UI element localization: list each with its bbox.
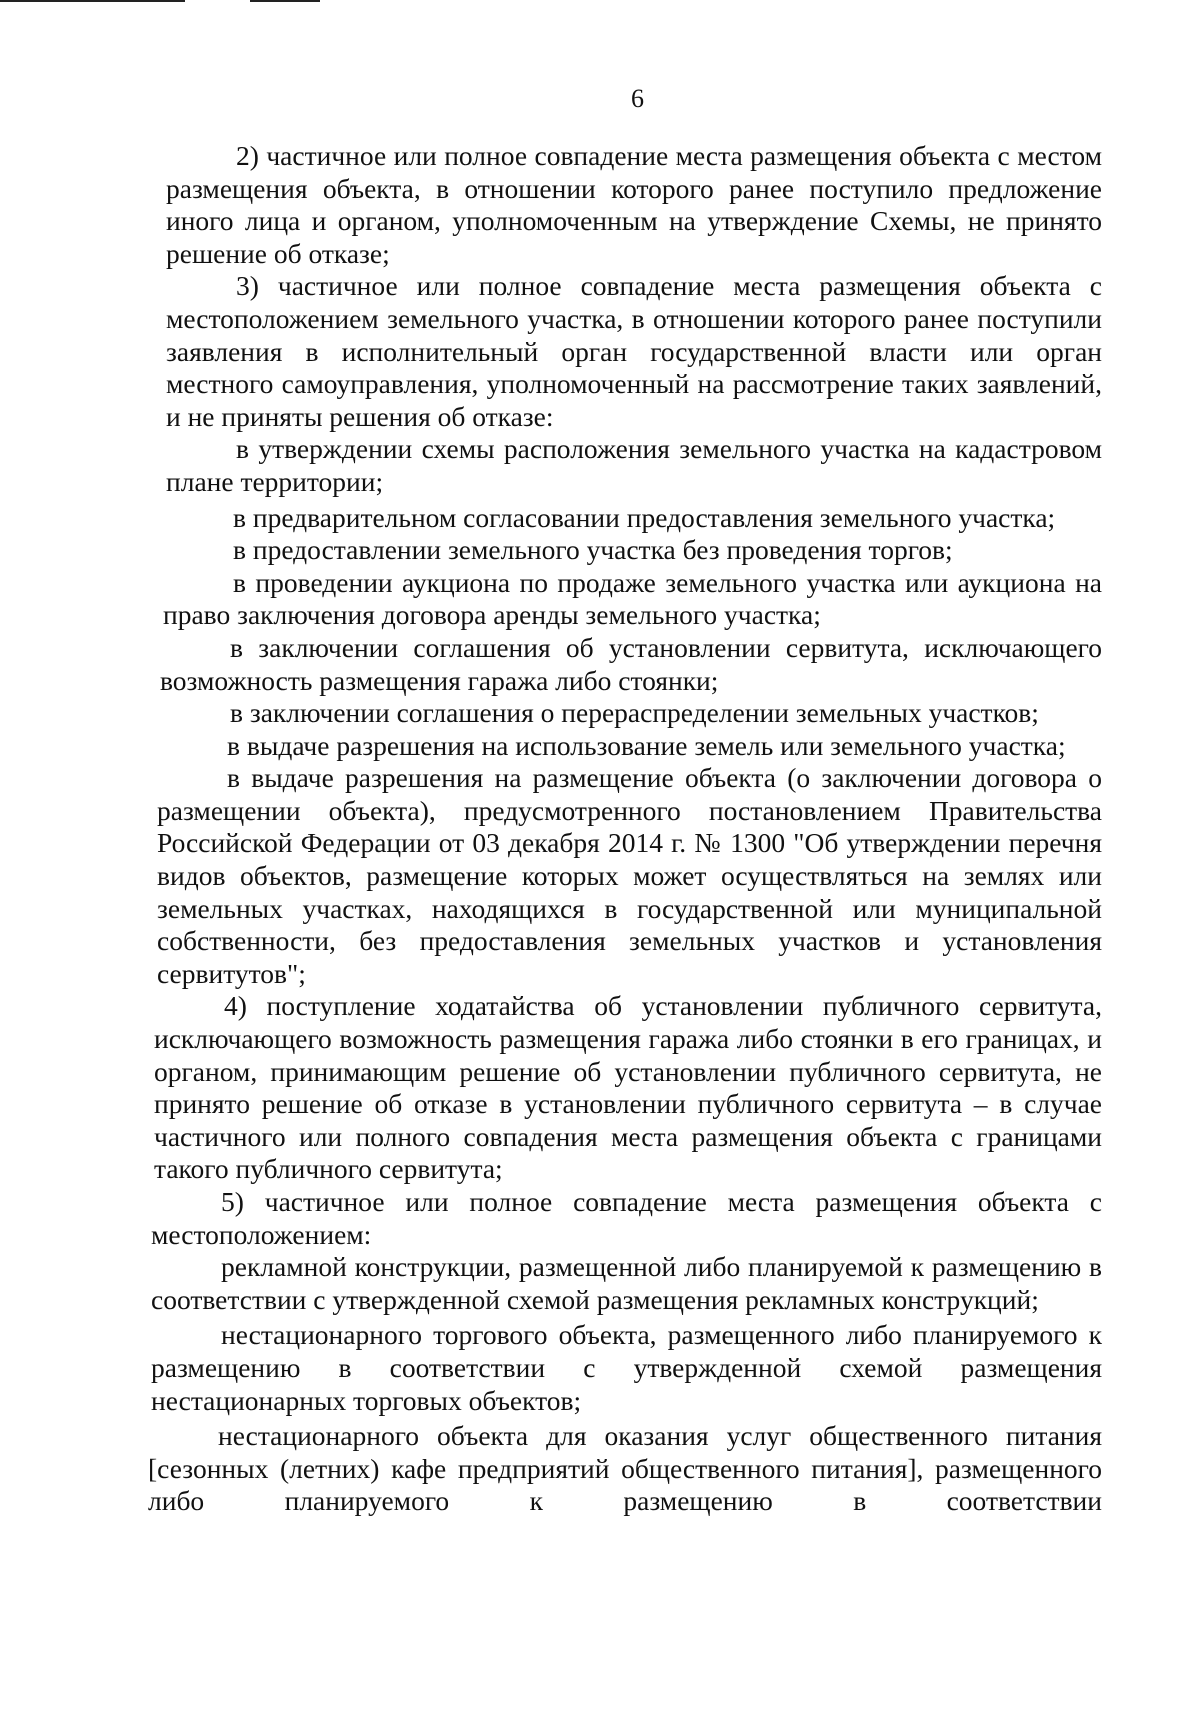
scan-edge-mark	[250, 0, 320, 2]
paragraph-item-2: 2) частичное или полное совпадение места размещения объекта с местом размещения объекта, в отношении которого ранее поступило предложение иного лица и органом, уполномоченным на утверждение Схемы, не принято решение об отказе;	[166, 140, 1102, 269]
paragraph-item-4: 4) поступление ходатайства об установлении публичного сервитута, исключающего возможность размещения гаража либо стоянки в его границах, и органом, принимающим решение об установлении публичного сервитута, не принято решение об отказе в установлении публичного сервитута – в случае частичного или полного совпадения места размещения объекта с границами такого публичного сервитута;	[154, 990, 1102, 1185]
paragraph-subitem: в заключении соглашения о перераспределении земельных участков;	[230, 697, 1039, 729]
paragraph-subitem: в предоставлении земельного участка без проведения торгов;	[233, 534, 953, 566]
paragraph-subitem: нестационарного объекта для оказания услуг общественного питания [сезонных (летних) кафе предприятий общественного питания], размещенного либо планируемого к размещению в соответствии	[148, 1420, 1102, 1517]
paragraph-subitem: в проведении аукциона по продаже земельного участка или аукциона на право заключения договора аренды земельного участка;	[163, 566, 1102, 631]
scan-edge-mark	[0, 0, 185, 2]
paragraph-item-3: 3) частичное или полное совпадение места размещения объекта с местоположением земельного участка, в отношении которого ранее поступили заявления в исполнительный орган государственной власти или орган местного самоуправления, уполномоченный на рассмотрение таких заявлений, и не приняты решения об отказе:	[166, 270, 1102, 432]
paragraph-item-5: 5) частичное или полное совпадение места размещения объекта с местоположением:	[151, 1186, 1102, 1250]
paragraph-subitem: в предварительном согласовании предоставления земельного участка;	[233, 501, 1056, 533]
paragraph-subitem: нестационарного торгового объекта, размещенного либо планируемого к размещению в соответствии с утвержденной схемой размещения нестационарных торговых объектов;	[151, 1319, 1102, 1416]
paragraph-subitem: в заключении соглашения об установлении сервитута, исключающего возможность размещения гаража либо стоянки;	[160, 631, 1102, 696]
paragraph-subitem: в утверждении схемы расположения земельного участка на кадастровом плане территории;	[166, 433, 1102, 497]
page-number: 6	[631, 84, 644, 113]
paragraph-subitem: в выдаче разрешения на использование земель или земельного участка;	[227, 729, 1066, 761]
paragraph-subitem: рекламной конструкции, размещенной либо планируемой к размещению в соответствии с утвержденной схемой размещения рекламных конструкций;	[151, 1251, 1102, 1315]
document-body	[148, 140, 1102, 1518]
paragraph-subitem: в выдаче разрешения на размещение объекта (о заключении договора о размещении объекта), предусмотренного постановлением Правительства Российской Федерации от 03 декабря 2014 г. № 1300 "Об утверждении перечня видов объектов, размещение которых может осуществляться на землях или земельных участках, находящихся в государственной или муниципальной собственности, без предоставления земельных участков и установления сервитутов";	[157, 762, 1102, 989]
